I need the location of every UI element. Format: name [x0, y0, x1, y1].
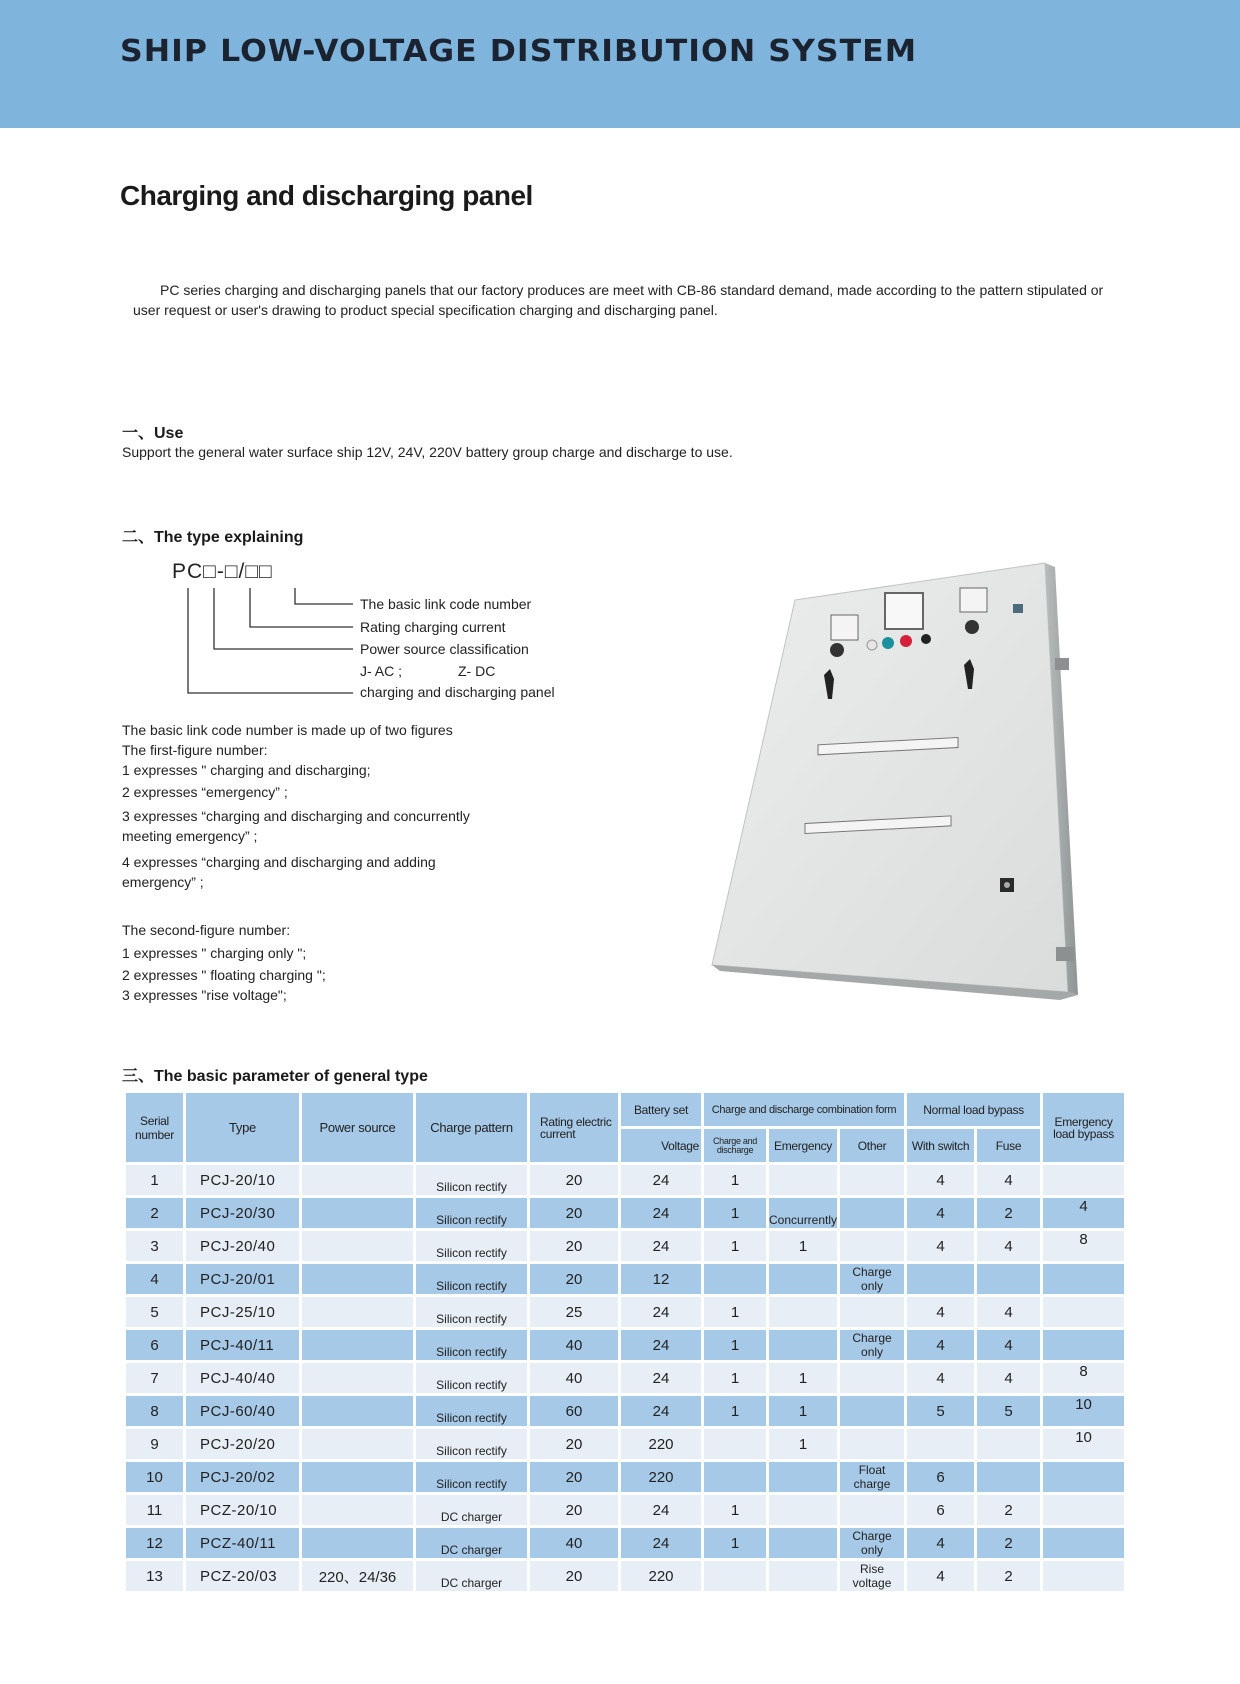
- cell-rating: 60: [530, 1396, 618, 1426]
- cell-type: PCZ-40/11: [186, 1528, 299, 1558]
- cell-emergency: 1: [769, 1363, 837, 1393]
- table-row: [126, 1198, 1124, 1228]
- cell-fuse: [977, 1264, 1040, 1294]
- cell-voltage: 24: [621, 1396, 701, 1426]
- cell-other: [840, 1165, 904, 1195]
- table-row: [126, 1462, 1124, 1492]
- cell-voltage: 24: [621, 1495, 701, 1525]
- cell-other: [840, 1429, 904, 1459]
- cell-type: PCJ-20/10: [186, 1165, 299, 1195]
- cell-emergency: 1: [769, 1429, 837, 1459]
- cell-emergency-bypass: 4: [1043, 1198, 1124, 1228]
- cell-emergency: Concurrently: [769, 1198, 837, 1228]
- cell-power: [302, 1198, 413, 1228]
- cell-with-switch: [907, 1264, 974, 1294]
- cell-charge-discharge: [704, 1462, 766, 1492]
- cell-other: Charge only: [840, 1330, 904, 1360]
- cell-rating: 40: [530, 1528, 618, 1558]
- cell-voltage: 220: [621, 1462, 701, 1492]
- cell-emergency: 1: [769, 1396, 837, 1426]
- cell-pattern: Silicon rectify: [416, 1363, 527, 1393]
- cell-charge-discharge: 1: [704, 1330, 766, 1360]
- header-combo: Charge and discharge combination form: [704, 1093, 904, 1126]
- table-row: [126, 1165, 1124, 1195]
- cell-other: Charge only: [840, 1264, 904, 1294]
- cell-serial: 12: [126, 1528, 183, 1558]
- cabinet-photo: [700, 555, 1100, 1005]
- table-row: [126, 1561, 1124, 1591]
- cell-type: PCJ-20/01: [186, 1264, 299, 1294]
- label-rating-current: Rating charging current: [360, 619, 506, 635]
- cell-fuse: 4: [977, 1165, 1040, 1195]
- cell-pattern: Silicon rectify: [416, 1198, 527, 1228]
- table-row: [126, 1264, 1124, 1294]
- cell-fuse: 2: [977, 1561, 1040, 1591]
- banner-title: SHIP LOW-VOLTAGE DISTRIBUTION SYSTEM: [120, 34, 918, 69]
- cell-serial: 4: [126, 1264, 183, 1294]
- section-params-heading: 三、The basic parameter of general type: [122, 1068, 428, 1085]
- cell-voltage: 24: [621, 1165, 701, 1195]
- header-with-switch: With switch: [907, 1129, 974, 1162]
- cell-rating: 20: [530, 1462, 618, 1492]
- header-emergency-bypass: Emergency load bypass: [1043, 1093, 1124, 1162]
- cell-emergency-bypass: [1043, 1330, 1124, 1360]
- cell-emergency-bypass: [1043, 1495, 1124, 1525]
- cell-voltage: 24: [621, 1363, 701, 1393]
- cell-voltage: 24: [621, 1231, 701, 1261]
- cell-power: [302, 1495, 413, 1525]
- cell-emergency-bypass: 10: [1043, 1429, 1124, 1459]
- cell-voltage: 24: [621, 1330, 701, 1360]
- cell-pattern: Silicon rectify: [416, 1429, 527, 1459]
- table-row: [126, 1231, 1124, 1261]
- cell-power: [302, 1165, 413, 1195]
- cell-power: [302, 1528, 413, 1558]
- cell-voltage: 220: [621, 1561, 701, 1591]
- table-row: [126, 1396, 1124, 1426]
- header-rating: Rating electric current: [530, 1093, 618, 1162]
- label-zdc: Z- DC: [458, 663, 496, 679]
- header-power: Power source: [302, 1093, 413, 1162]
- cell-type: PCJ-20/30: [186, 1198, 299, 1228]
- cell-power: [302, 1297, 413, 1327]
- cell-emergency: [769, 1561, 837, 1591]
- cell-power: [302, 1462, 413, 1492]
- cell-type: PCJ-20/02: [186, 1462, 299, 1492]
- section-use-heading: 一、Use: [122, 425, 184, 442]
- cell-emergency-bypass: 10: [1043, 1396, 1124, 1426]
- cell-charge-discharge: 1: [704, 1231, 766, 1261]
- explain-line: 3 expresses “charging and discharging and concurrently meeting emergency” ;: [122, 808, 470, 844]
- table-row: [126, 1495, 1124, 1525]
- explain-line: 2 expresses " floating charging ";: [122, 967, 326, 983]
- cell-rating: 40: [530, 1363, 618, 1393]
- cell-charge-discharge: 1: [704, 1495, 766, 1525]
- cell-charge-discharge: 1: [704, 1297, 766, 1327]
- cell-type: PCZ-20/03: [186, 1561, 299, 1591]
- cell-with-switch: 6: [907, 1462, 974, 1492]
- cell-serial: 8: [126, 1396, 183, 1426]
- cell-serial: 13: [126, 1561, 183, 1591]
- cell-emergency-bypass: [1043, 1561, 1124, 1591]
- cell-charge-discharge: [704, 1561, 766, 1591]
- cell-other: [840, 1363, 904, 1393]
- cell-type: PCJ-25/10: [186, 1297, 299, 1327]
- explain-line: 1 expresses " charging only ";: [122, 945, 307, 961]
- cell-serial: 3: [126, 1231, 183, 1261]
- cell-rating: 20: [530, 1198, 618, 1228]
- cell-fuse: [977, 1429, 1040, 1459]
- table-row: [126, 1429, 1124, 1459]
- cell-other: Float charge: [840, 1462, 904, 1492]
- cell-fuse: 4: [977, 1363, 1040, 1393]
- header-charge-discharge: Charge and discharge: [704, 1129, 766, 1162]
- cell-pattern: Silicon rectify: [416, 1330, 527, 1360]
- cell-charge-discharge: 1: [704, 1165, 766, 1195]
- cell-emergency-bypass: 8: [1043, 1231, 1124, 1261]
- header-fuse: Fuse: [977, 1129, 1040, 1162]
- cell-power: [302, 1363, 413, 1393]
- cell-charge-discharge: [704, 1429, 766, 1459]
- parameter-table: [123, 1090, 1127, 1594]
- section-type-heading: 二、The type explaining: [122, 529, 304, 546]
- cell-with-switch: 4: [907, 1528, 974, 1558]
- page-title: Charging and discharging panel: [120, 180, 533, 211]
- cell-fuse: 2: [977, 1198, 1040, 1228]
- cell-emergency: [769, 1462, 837, 1492]
- header-type: Type: [186, 1093, 299, 1162]
- table-row: [126, 1330, 1124, 1360]
- cell-emergency-bypass: [1043, 1264, 1124, 1294]
- cell-voltage: 220: [621, 1429, 701, 1459]
- cell-with-switch: 6: [907, 1495, 974, 1525]
- cell-emergency-bypass: 8: [1043, 1363, 1124, 1393]
- type-code: PC□-□/□□: [172, 560, 273, 583]
- cell-pattern: Silicon rectify: [416, 1165, 527, 1195]
- cell-emergency: [769, 1297, 837, 1327]
- section-use-text: Support the general water surface ship 12V, 24V, 220V battery group charge and discharge to use.: [122, 444, 733, 460]
- intro-paragraph: PC series charging and discharging panels that our factory produces are meet with CB-86 standard demand, made according to the pattern stipulated or user request or user's drawing to product special specification charging and discharging panel.: [133, 282, 1104, 318]
- cell-voltage: 24: [621, 1528, 701, 1558]
- header-other: Other: [840, 1129, 904, 1162]
- cell-type: PCJ-60/40: [186, 1396, 299, 1426]
- table-row: [126, 1528, 1124, 1558]
- cell-with-switch: 4: [907, 1231, 974, 1261]
- cell-serial: 5: [126, 1297, 183, 1327]
- explain-line: The first-figure number:: [122, 742, 268, 758]
- cell-emergency: [769, 1528, 837, 1558]
- cell-other: [840, 1297, 904, 1327]
- cell-emergency: [769, 1264, 837, 1294]
- cell-serial: 6: [126, 1330, 183, 1360]
- cell-rating: 20: [530, 1231, 618, 1261]
- cell-pattern: DC charger: [416, 1495, 527, 1525]
- cell-voltage: 24: [621, 1198, 701, 1228]
- cell-fuse: 5: [977, 1396, 1040, 1426]
- cell-power: [302, 1396, 413, 1426]
- explain-line: 4 expresses “charging and discharging and adding emergency” ;: [122, 854, 436, 890]
- cell-other: Charge only: [840, 1528, 904, 1558]
- cell-serial: 11: [126, 1495, 183, 1525]
- header-pattern: Charge pattern: [416, 1093, 527, 1162]
- cell-voltage: 24: [621, 1297, 701, 1327]
- cell-emergency: 1: [769, 1231, 837, 1261]
- cell-emergency: [769, 1330, 837, 1360]
- cell-emergency: [769, 1495, 837, 1525]
- explain-line: 2 expresses “emergency” ;: [122, 784, 288, 800]
- cell-emergency-bypass: [1043, 1165, 1124, 1195]
- cell-rating: 20: [530, 1165, 618, 1195]
- cell-type: PCJ-20/40: [186, 1231, 299, 1261]
- cell-serial: 1: [126, 1165, 183, 1195]
- cell-pattern: Silicon rectify: [416, 1297, 527, 1327]
- cell-with-switch: 4: [907, 1363, 974, 1393]
- cell-pattern: DC charger: [416, 1561, 527, 1591]
- header-bypass: Normal load bypass: [907, 1093, 1040, 1126]
- label-basic-link: The basic link code number: [360, 596, 532, 612]
- cell-fuse: 2: [977, 1528, 1040, 1558]
- parameter-table-body: [126, 1165, 1124, 1591]
- table-row: [126, 1363, 1124, 1393]
- cell-with-switch: 4: [907, 1330, 974, 1360]
- cell-fuse: 4: [977, 1330, 1040, 1360]
- cell-pattern: Silicon rectify: [416, 1462, 527, 1492]
- cell-serial: 10: [126, 1462, 183, 1492]
- label-power-source: Power source classification: [360, 641, 529, 657]
- cell-with-switch: 4: [907, 1198, 974, 1228]
- cell-emergency-bypass: [1043, 1297, 1124, 1327]
- cell-other: Rise voltage: [840, 1561, 904, 1591]
- table-row: [126, 1297, 1124, 1327]
- cell-other: [840, 1495, 904, 1525]
- cell-with-switch: 4: [907, 1297, 974, 1327]
- cell-serial: 7: [126, 1363, 183, 1393]
- cell-pattern: Silicon rectify: [416, 1396, 527, 1426]
- cell-power: [302, 1330, 413, 1360]
- label-panel: charging and discharging panel: [360, 684, 555, 700]
- cell-pattern: DC charger: [416, 1528, 527, 1558]
- cell-emergency-bypass: [1043, 1462, 1124, 1492]
- explain-line: 3 expresses "rise voltage";: [122, 987, 287, 1003]
- cell-fuse: [977, 1462, 1040, 1492]
- cell-with-switch: 5: [907, 1396, 974, 1426]
- cell-rating: 20: [530, 1429, 618, 1459]
- type-explanation: [122, 720, 482, 1005]
- cell-fuse: 4: [977, 1297, 1040, 1327]
- cell-emergency: [769, 1165, 837, 1195]
- cell-type: PCJ-40/40: [186, 1363, 299, 1393]
- header-battery: Battery set: [621, 1093, 701, 1126]
- cell-type: PCZ-20/10: [186, 1495, 299, 1525]
- cell-rating: 20: [530, 1561, 618, 1591]
- cell-charge-discharge: [704, 1264, 766, 1294]
- cell-fuse: 4: [977, 1231, 1040, 1261]
- cell-emergency-bypass: [1043, 1528, 1124, 1558]
- cell-power: 220、24/36: [302, 1561, 413, 1591]
- cell-pattern: Silicon rectify: [416, 1264, 527, 1294]
- cell-rating: 20: [530, 1495, 618, 1525]
- cell-with-switch: 4: [907, 1165, 974, 1195]
- explain-line: The second-figure number:: [122, 922, 291, 938]
- cell-power: [302, 1429, 413, 1459]
- cell-rating: 40: [530, 1330, 618, 1360]
- label-jac: J- AC ;: [360, 663, 403, 679]
- cell-other: [840, 1198, 904, 1228]
- explain-line: 1 expresses " charging and discharging;: [122, 762, 371, 778]
- cell-charge-discharge: 1: [704, 1396, 766, 1426]
- cell-serial: 9: [126, 1429, 183, 1459]
- cell-charge-discharge: 1: [704, 1198, 766, 1228]
- cell-other: [840, 1396, 904, 1426]
- cell-serial: 2: [126, 1198, 183, 1228]
- cell-rating: 25: [530, 1297, 618, 1327]
- header-voltage: Voltage: [621, 1129, 701, 1162]
- cell-rating: 20: [530, 1264, 618, 1294]
- cell-power: [302, 1264, 413, 1294]
- cell-with-switch: 4: [907, 1561, 974, 1591]
- explain-line: The basic link code number is made up of two figures: [122, 722, 453, 738]
- cell-with-switch: [907, 1429, 974, 1459]
- header-emergency: Emergency: [769, 1129, 837, 1162]
- cell-other: [840, 1231, 904, 1261]
- cell-charge-discharge: 1: [704, 1363, 766, 1393]
- cell-power: [302, 1231, 413, 1261]
- cell-voltage: 12: [621, 1264, 701, 1294]
- cell-type: PCJ-20/20: [186, 1429, 299, 1459]
- cell-charge-discharge: 1: [704, 1528, 766, 1558]
- cell-type: PCJ-40/11: [186, 1330, 299, 1360]
- cell-pattern: Silicon rectify: [416, 1231, 527, 1261]
- cell-fuse: 2: [977, 1495, 1040, 1525]
- header-serial: Serial number: [126, 1093, 183, 1162]
